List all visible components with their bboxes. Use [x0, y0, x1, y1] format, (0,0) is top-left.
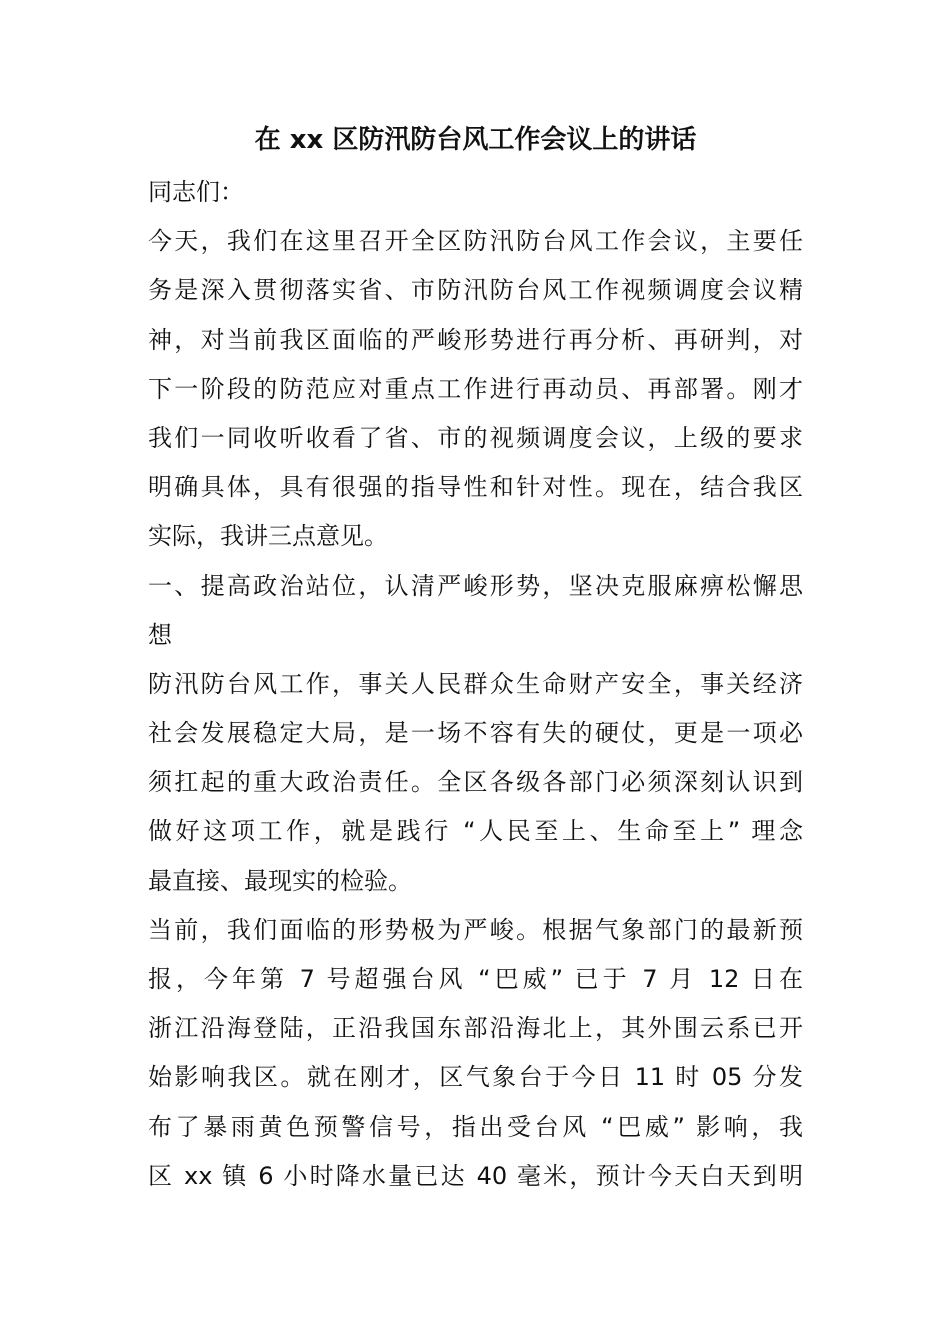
body-line: 社会发展稳定大局，是一场不容有失的硬仗，更是一项必	[148, 719, 803, 748]
body-line: 我们一同收听收看了省、市的视频调度会议，上级的要求	[148, 423, 803, 452]
body-line: 浙江沿海登陆，正沿我国东部沿海北上，其外围云系已开	[148, 1014, 803, 1043]
document-title: 在 xx 区防汛防台风工作会议上的讲话	[254, 125, 697, 155]
body-line: 明确具体，具有很强的指导性和针对性。现在，结合我区	[148, 473, 803, 502]
body-line: 同志们：	[148, 178, 244, 206]
body-line: 一、提高政治站位，认清严峻形势，坚决克服麻痹松懈思	[148, 571, 803, 600]
body-line: 报，今年第 7 号超强台风 “巴威” 已于 7 月 12 日在	[148, 965, 803, 993]
body-line: 实际，我讲三点意见。	[148, 522, 388, 551]
body-line: 神，对当前我区面临的严峻形势进行再分析、再研判，对	[148, 325, 803, 354]
body-line: 防汛防台风工作，事关人民群众生命财产安全，事关经济	[148, 669, 803, 698]
body-line: 最直接、最现实的检验。	[148, 866, 412, 895]
body-line: 今天，我们在这里召开全区防汛防台风工作会议，主要任	[148, 227, 803, 256]
body-line: 始影响我区。就在刚才，区气象台于今日 11 时 05 分发	[148, 1063, 803, 1092]
body-line: 当前，我们面临的形势极为严峻。根据气象部门的最新预	[148, 915, 803, 944]
body-line: 做好这项工作，就是践行 “人民至上、生命至上” 理念	[148, 817, 803, 846]
document-body	[148, 168, 808, 1201]
body-line: 布了暴雨黄色预警信号，指出受台风 “巴威” 影响，我	[148, 1112, 803, 1141]
body-line: 下一阶段的防范应对重点工作进行再动员、再部署。刚才	[148, 374, 803, 403]
body-line: 想	[148, 620, 172, 649]
body-line: 区 xx 镇 6 小时降水量已达 40 毫米，预计今天白天到明	[148, 1161, 803, 1190]
body-line: 须扛起的重大政治责任。全区各级各部门必须深刻认识到	[148, 768, 803, 797]
body-line: 务是深入贯彻落实省、市防汛防台风工作视频调度会议精	[148, 276, 803, 305]
